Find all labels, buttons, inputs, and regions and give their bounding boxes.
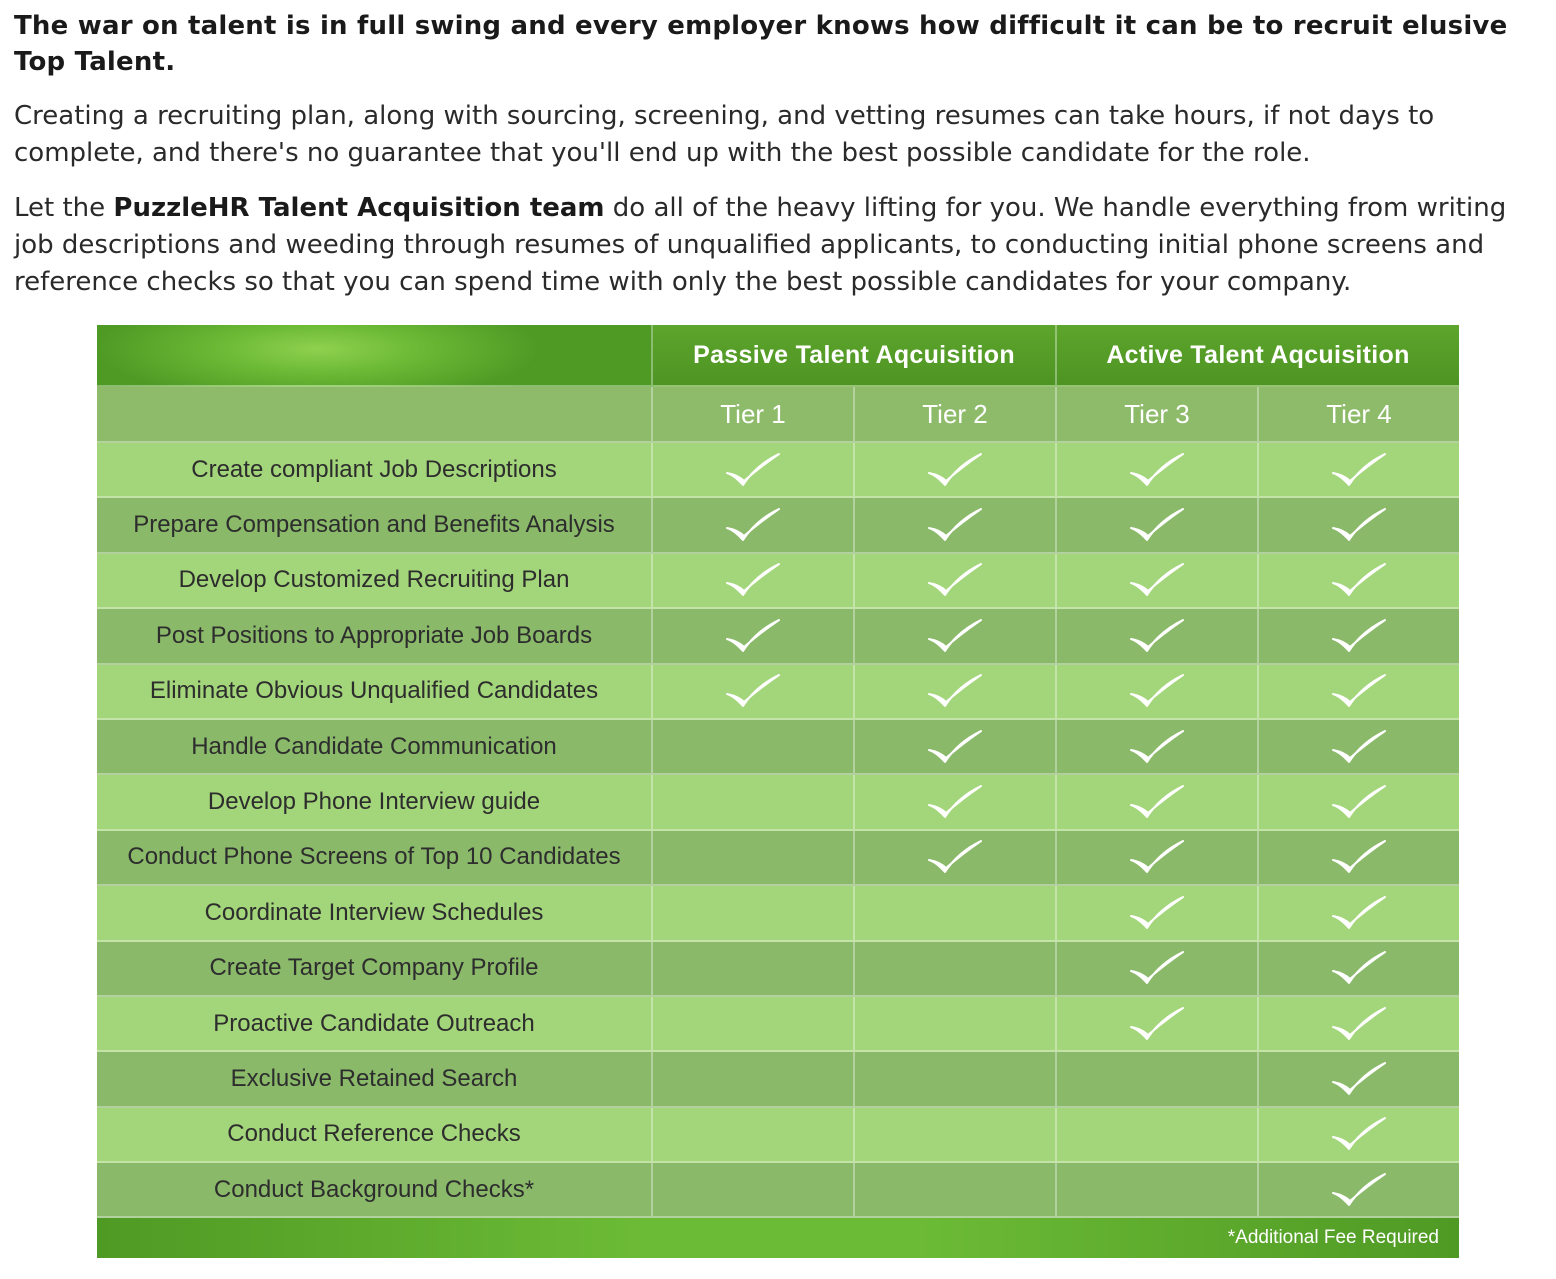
tier-4-cell	[1259, 886, 1459, 941]
checkmark-icon	[1128, 894, 1186, 932]
tier-4-cell	[1259, 554, 1459, 609]
checkmark-icon	[926, 838, 984, 876]
tier-3-cell	[1057, 665, 1259, 720]
tier-3-cell	[1057, 1052, 1259, 1107]
checkmark-icon	[1128, 783, 1186, 821]
checkmark-icon	[1330, 949, 1388, 987]
tier-label: Tier 1	[720, 398, 786, 429]
passive-group-label: Passive Talent Aqcuisition	[693, 340, 1015, 369]
tier-1-cell	[653, 1108, 855, 1163]
tier-1-cell	[653, 609, 855, 664]
intro-paragraph-2	[14, 190, 1544, 301]
feature-row-label	[97, 831, 653, 886]
checkmark-icon	[724, 617, 782, 655]
checkmark-icon	[926, 617, 984, 655]
tier-3-cell	[1057, 831, 1259, 886]
tier-header-1	[653, 387, 855, 443]
tier-2-cell	[855, 942, 1057, 997]
checkmark-icon	[926, 728, 984, 766]
tier-label: Tier 4	[1326, 398, 1392, 429]
checkmark-icon	[1330, 838, 1388, 876]
feature-row-label	[97, 886, 653, 941]
tier-1-cell	[653, 443, 855, 498]
tier-3-cell	[1057, 942, 1259, 997]
feature-name: Conduct Phone Screens of Top 10 Candidates	[127, 843, 621, 871]
footnote: *Additional Fee Required	[1227, 1227, 1439, 1249]
feature-name: Exclusive Retained Search	[230, 1064, 518, 1092]
checkmark-icon	[926, 672, 984, 710]
checkmark-icon	[1128, 728, 1186, 766]
tier-1-cell	[653, 775, 855, 830]
checkmark-icon	[1330, 783, 1388, 821]
tier-1-cell	[653, 665, 855, 720]
checkmark-icon	[1330, 506, 1388, 544]
tier-label: Tier 2	[922, 398, 988, 429]
feature-row-label	[97, 498, 653, 553]
lead-heading: The war on talent is in full swing and every employer knows how difficult it can be to recruit elusive Top Talent.	[14, 11, 1508, 77]
tier-1-cell	[653, 831, 855, 886]
checkmark-icon	[1330, 617, 1388, 655]
tier-3-cell	[1057, 1108, 1259, 1163]
checkmark-icon	[1330, 1060, 1388, 1098]
feature-name: Eliminate Obvious Unqualified Candidates	[149, 677, 599, 705]
tier-2-cell	[855, 609, 1057, 664]
checkmark-icon	[1330, 561, 1388, 599]
feature-name: Prepare Compensation and Benefits Analysis	[133, 511, 615, 539]
active-group-label: Active Talent Aqcuisition	[1106, 340, 1410, 369]
checkmark-icon	[724, 451, 782, 489]
active-group-header	[1057, 325, 1459, 387]
passive-group-header	[653, 325, 1057, 387]
checkmark-icon	[1128, 1005, 1186, 1043]
table-footer	[97, 1218, 1459, 1258]
checkmark-icon	[1330, 1115, 1388, 1153]
tier-3-cell	[1057, 886, 1259, 941]
tier-4-cell	[1259, 443, 1459, 498]
feature-row-label	[97, 997, 653, 1052]
tier-2-cell	[855, 554, 1057, 609]
feature-name: Conduct Reference Checks	[227, 1120, 521, 1148]
checkmark-icon	[1128, 949, 1186, 987]
service-tier-table	[97, 325, 1459, 1258]
tier-3-cell	[1057, 609, 1259, 664]
feature-name: Develop Phone Interview guide	[207, 788, 541, 816]
para2-start: Let the	[14, 193, 114, 223]
tier-row-blank	[97, 387, 653, 443]
table-corner	[97, 325, 653, 387]
tier-4-cell	[1259, 942, 1459, 997]
checkmark-icon	[724, 561, 782, 599]
checkmark-icon	[926, 506, 984, 544]
feature-row-label	[97, 443, 653, 498]
tier-3-cell	[1057, 1163, 1259, 1218]
feature-row-label	[97, 665, 653, 720]
tier-2-cell	[855, 498, 1057, 553]
checkmark-icon	[1330, 728, 1388, 766]
checkmark-icon	[1128, 838, 1186, 876]
tier-4-cell	[1259, 775, 1459, 830]
checkmark-icon	[1128, 672, 1186, 710]
tier-4-cell	[1259, 997, 1459, 1052]
tier-2-cell	[855, 443, 1057, 498]
tier-4-cell	[1259, 1052, 1459, 1107]
intro-text	[14, 8, 1544, 301]
checkmark-icon	[724, 672, 782, 710]
tier-4-cell	[1259, 1108, 1459, 1163]
tier-3-cell	[1057, 720, 1259, 775]
tier-2-cell	[855, 886, 1057, 941]
checkmark-icon	[926, 561, 984, 599]
tier-1-cell	[653, 942, 855, 997]
tier-1-cell	[653, 554, 855, 609]
checkmark-icon	[1330, 894, 1388, 932]
tier-2-cell	[855, 997, 1057, 1052]
tier-2-cell	[855, 1108, 1057, 1163]
checkmark-icon	[1128, 617, 1186, 655]
tier-1-cell	[653, 498, 855, 553]
tier-4-cell	[1259, 665, 1459, 720]
tier-header-2	[855, 387, 1057, 443]
feature-name: Conduct Background Checks*	[213, 1175, 535, 1203]
intro-paragraph-1: Creating a recruiting plan, along with sourcing, screening, and vetting resumes can take hours, if not days to complete, and there's no guarantee that you'll end up with the best possible candidate for the role.	[14, 101, 1435, 168]
tier-1-cell	[653, 1052, 855, 1107]
feature-row-label	[97, 1052, 653, 1107]
tier-3-cell	[1057, 554, 1259, 609]
feature-name: Develop Customized Recruiting Plan	[178, 566, 570, 594]
checkmark-icon	[724, 506, 782, 544]
feature-row-label	[97, 942, 653, 997]
checkmark-icon	[1330, 1005, 1388, 1043]
tier-4-cell	[1259, 498, 1459, 553]
checkmark-icon	[1330, 672, 1388, 710]
tier-1-cell	[653, 886, 855, 941]
tier-1-cell	[653, 997, 855, 1052]
tier-3-cell	[1057, 498, 1259, 553]
tier-3-cell	[1057, 443, 1259, 498]
para2-end: do all of the heavy lifting for you. We handle everything from writing job descriptions and weeding through resumes of unqualified applicants, to conducting initial phone screens and reference checks so that you can spend time with only the best possible candidates for your company.	[14, 193, 1507, 297]
tier-3-cell	[1057, 997, 1259, 1052]
tier-4-cell	[1259, 1163, 1459, 1218]
checkmark-icon	[1330, 1171, 1388, 1209]
feature-name: Proactive Candidate Outreach	[213, 1009, 535, 1037]
tier-header-3	[1057, 387, 1259, 443]
tier-1-cell	[653, 1163, 855, 1218]
feature-name: Post Positions to Appropriate Job Boards	[155, 621, 593, 649]
feature-row-label	[97, 554, 653, 609]
feature-row-label	[97, 775, 653, 830]
tier-2-cell	[855, 1052, 1057, 1107]
tier-4-cell	[1259, 609, 1459, 664]
tier-4-cell	[1259, 831, 1459, 886]
tier-1-cell	[653, 720, 855, 775]
tier-4-cell	[1259, 720, 1459, 775]
feature-name: Create Target Company Profile	[209, 954, 539, 982]
checkmark-icon	[1128, 451, 1186, 489]
checkmark-icon	[1128, 506, 1186, 544]
tier-2-cell	[855, 831, 1057, 886]
para2-team-name: PuzzleHR Talent Acquisition team	[113, 193, 605, 223]
tier-label: Tier 3	[1124, 398, 1190, 429]
feature-row-label	[97, 1108, 653, 1163]
feature-row-label	[97, 1163, 653, 1218]
tier-2-cell	[855, 775, 1057, 830]
feature-row-label	[97, 720, 653, 775]
feature-row-label	[97, 609, 653, 664]
tier-2-cell	[855, 1163, 1057, 1218]
feature-name: Coordinate Interview Schedules	[204, 898, 544, 926]
feature-name: Create compliant Job Descriptions	[191, 455, 557, 483]
checkmark-icon	[1330, 451, 1388, 489]
checkmark-icon	[926, 783, 984, 821]
tier-2-cell	[855, 665, 1057, 720]
tier-2-cell	[855, 720, 1057, 775]
tier-3-cell	[1057, 775, 1259, 830]
tier-header-4	[1259, 387, 1459, 443]
checkmark-icon	[926, 451, 984, 489]
feature-name: Handle Candidate Communication	[191, 732, 557, 760]
checkmark-icon	[1128, 561, 1186, 599]
